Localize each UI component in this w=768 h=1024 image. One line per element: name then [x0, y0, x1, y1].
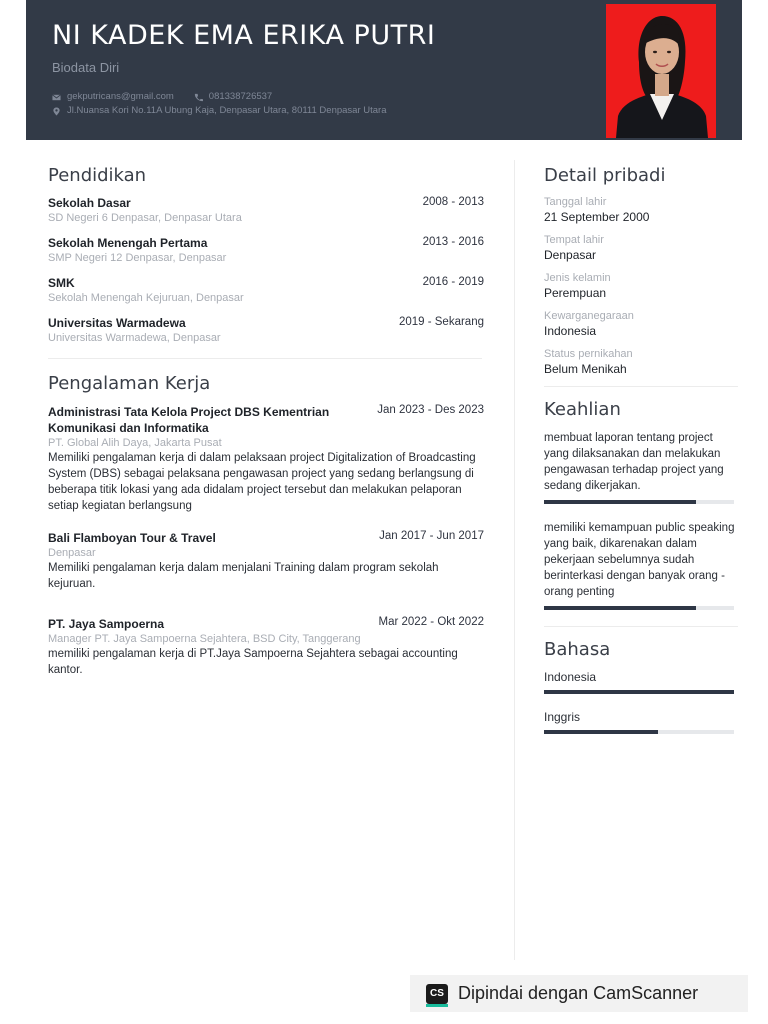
languages-title: Bahasa [544, 639, 611, 660]
experience-item [48, 616, 484, 678]
section-divider [544, 626, 738, 627]
experience-item [48, 404, 484, 514]
personal-detail [544, 310, 740, 338]
education-item-years: 2016 - 2019 [422, 276, 484, 288]
experience-item-description: Memiliki pengalaman kerja dalam menjalani Training dalam program sekolah kejuruan. [48, 562, 439, 590]
skill-item [544, 520, 740, 610]
experience-item-description: Memiliki pengalaman kerja di dalam pelaksaan project Digitalization of Broadcasting System (DBS) sebagai pelaksana pengawasan project yang sedang berlangsung di beberapa titik lokasi yang ada didalam project tersebut dan melakukan pelaporan setiap kegiatan berlangsung [48, 452, 476, 512]
personal-detail-value: Perempuan [544, 286, 607, 300]
experience-item-company: PT. Global Alih Daya, Jakarta Pusat [48, 437, 222, 449]
personal-detail [544, 348, 740, 376]
language-item [544, 670, 740, 694]
personal-detail-value: Indonesia [544, 324, 597, 338]
right-column [544, 165, 740, 750]
phone-icon [194, 93, 203, 102]
email-text[interactable]: gekputricans@gmail.com [67, 91, 174, 102]
full-name: NI KADEK EMA ERIKA PUTRI [52, 20, 436, 51]
email-icon [52, 93, 61, 102]
section-divider [48, 358, 482, 359]
education-item-years: 2008 - 2013 [422, 196, 484, 208]
experience-item-description: memiliki pengalaman kerja di PT.Jaya Sampoerna Sejahtera sebagai accounting kantor. [48, 648, 458, 676]
personal-detail-value: 21 September 2000 [544, 210, 650, 224]
language-item [544, 710, 740, 734]
section-divider [544, 386, 738, 387]
skill-text: membuat laporan tentang project yang dilaksanakan dan melakukan pengawasan terhadap project yang sedang dikerjakan. [544, 432, 724, 492]
experience-item-title: PT. Jaya Sampoerna [48, 617, 165, 631]
experience-item-years: Jan 2017 - Jun 2017 [379, 530, 484, 542]
experience-item-years: Mar 2022 - Okt 2022 [378, 616, 484, 628]
personal-detail-label: Jenis kelamin [544, 272, 611, 284]
personal-detail [544, 234, 740, 262]
personal-detail [544, 272, 740, 300]
resume-page [26, 0, 742, 1024]
location-pin-icon [52, 107, 61, 116]
skill-level-fill [544, 606, 696, 610]
experience-title: Pengalaman Kerja [48, 373, 211, 394]
experience-item [48, 530, 484, 592]
personal-detail-label: Tanggal lahir [544, 196, 607, 208]
experience-item-company: Manager PT. Jaya Sampoerna Sejahtera, BSD City, Tanggerang [48, 633, 361, 645]
skill-level-bar [544, 606, 734, 610]
language-name: Indonesia [544, 670, 597, 684]
education-item-title: SMK [48, 276, 75, 290]
resume-header [26, 0, 742, 140]
education-item-school: Universitas Warmadewa, Denpasar [48, 332, 221, 344]
header-subtitle: Biodata Diri [52, 60, 120, 75]
education-item-title: Universitas Warmadewa [48, 316, 186, 330]
skill-level-fill [544, 500, 696, 504]
education-item [48, 316, 484, 344]
address-text: Jl.Nuansa Kori No.11A Ubung Kaja, Denpasar Utara, 80111 Denpasar Utara [67, 105, 387, 116]
education-item-school: SD Negeri 6 Denpasar, Denpasar Utara [48, 212, 242, 224]
language-level-fill [544, 730, 658, 734]
profile-photo-illustration [606, 4, 716, 138]
language-level-bar [544, 690, 734, 694]
education-item [48, 276, 484, 304]
contact-row-email-phone [52, 90, 387, 104]
contact-info [52, 90, 387, 118]
camscanner-text: Dipindai dengan CamScanner [458, 983, 699, 1003]
language-name: Inggris [544, 710, 581, 724]
education-item-title: Sekolah Dasar [48, 196, 131, 210]
personal-details-title: Detail pribadi [544, 165, 666, 186]
skill-item [544, 430, 740, 504]
personal-detail-label: Status pernikahan [544, 348, 633, 360]
personal-detail-value: Denpasar [544, 248, 597, 262]
education-item-years: 2019 - Sekarang [398, 316, 484, 328]
language-level-bar [544, 730, 734, 734]
personal-detail [544, 196, 740, 224]
skills-title: Keahlian [544, 399, 621, 420]
education-title: Pendidikan [48, 165, 147, 186]
experience-item-company: Denpasar [48, 547, 96, 559]
personal-detail-value: Belum Menikah [544, 362, 627, 376]
personal-detail-label: Kewarganegaraan [544, 310, 634, 322]
education-item-school: Sekolah Menengah Kejuruan, Denpasar [48, 292, 244, 304]
language-level-fill [544, 690, 734, 694]
education-item [48, 196, 484, 224]
profile-photo [606, 4, 716, 138]
experience-item-title: Bali Flamboyan Tour & Travel [48, 531, 216, 545]
phone-text[interactable]: 081338726537 [208, 91, 273, 102]
left-column [48, 165, 484, 694]
education-item-title: Sekolah Menengah Pertama [48, 236, 208, 250]
contact-row-address [52, 104, 387, 118]
education-item [48, 236, 484, 264]
skill-level-bar [544, 500, 734, 504]
education-item-years: 2013 - 2016 [422, 236, 484, 248]
skill-text: memiliki kemampuan public speaking yang baik, dikarenakan dalam pekerjaan sebelumnya sudah berinterkasi dengan banyak orang - orang penting [544, 522, 735, 598]
experience-item-title: Administrasi Tata Kelola Project DBS Kementrian Komunikasi dan Informatika [48, 405, 330, 435]
camscanner-watermark [410, 975, 748, 1012]
column-divider [514, 160, 515, 960]
camscanner-logo-icon: CS [426, 984, 448, 1004]
personal-detail-label: Tempat lahir [544, 234, 604, 246]
education-item-school: SMP Negeri 12 Denpasar, Denpasar [48, 252, 227, 264]
experience-item-years: Jan 2023 - Des 2023 [377, 404, 484, 416]
